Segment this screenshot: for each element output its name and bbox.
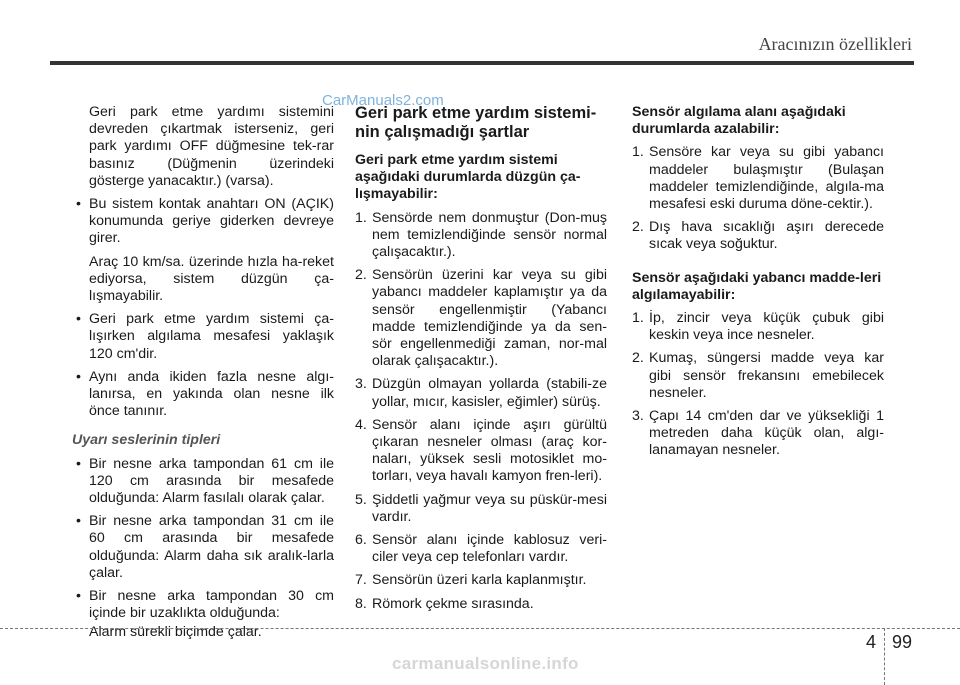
list-item: 1. İp, zincir veya küçük çubuk gibi keskin veya ince nesneler. [632, 310, 884, 344]
paragraph-off-button: Geri park etme yardımı sistemini devreden çıkartmak isterseniz, geri park yardımı OFF düğmesine tek-rar basınız (Düğmenin üzerindeki gösterge yanacaktır.) (varsa). [89, 104, 334, 189]
bullet-item: • Bu sistem kontak anahtarı ON (AÇIK) konumunda geriye giderken devreye girer. [72, 196, 334, 248]
list-item: 6. Sensör alanı içinde kablosuz veri-ciler veya cep telefonları vardır. [355, 532, 607, 566]
list-item: 7. Sensörün üzeri karla kaplanmıştır. [355, 572, 587, 589]
watermark-link[interactable]: CarManuals2.com [322, 92, 444, 109]
column-left [72, 104, 334, 648]
header-title: Aracınızın özellikleri [758, 34, 912, 54]
subheading: Geri park etme yardım sistemi aşağıdaki durumlarda düzgün ça-lışmayabilir: [355, 152, 581, 203]
list-item: 2. Sensörün üzerini kar veya su gibi yabancı maddeler kaplamıştır ya da sensör engellenmiştir (Yabancı madde temizlendiğinde ya da sen-sör engellenmediği zaman, nor-mal olarak çalışacaktır.). [355, 267, 607, 370]
list-item: 3. Düzgün olmayan yollarda (stabili-ze yollar, mıcır, kasisler, eğimler) sürüş. [355, 376, 607, 410]
list-item: 5. Şiddetli yağmur veya su püskür-mesi vardır. [355, 491, 607, 525]
list-item: 2. Dış hava sıcaklığı aşırı derecede sıcak veya soğuktur. [632, 219, 884, 253]
list-item: 2. Kumaş, süngersi madde veya kar gibi sensör frekansını emebilecek nesneler. [632, 350, 884, 401]
subheading: Sensör aşağıdaki yabancı madde-leri algılamayabilir: [632, 269, 882, 303]
chapter-number: 4 [866, 632, 877, 652]
list-item: 1. Sensöre kar veya su gibi yabancı maddeler bulaşmıştır (Bulaşan maddeler temizlendiğinde, algıla-ma mesafesi eski duruma döne-cektir.). [632, 144, 884, 213]
list-item: 4. Sensör alanı içinde aşırı gürültü çıkaran nesneler olması (araç kor-naları, yüksek sesli motosiklet mo-torları, veya havalı kamyon fren-leri). [355, 416, 607, 485]
column-right [632, 104, 884, 466]
numbered-list [355, 210, 607, 613]
footer-divider [884, 628, 885, 685]
paragraph-continuation: Alarm sürekli biçimde çalar. [89, 624, 262, 641]
watermark-footer[interactable]: carmanualsonline.info [392, 654, 579, 673]
numbered-list [632, 144, 884, 253]
bullet-item: • Bir nesne arka tampondan 31 cm ile 60 cm arasında bir mesafede olduğunda: Alarm daha sık aralık-larla çalar. [72, 513, 334, 582]
header-rule [50, 61, 914, 65]
bullet-item: • Bir nesne arka tampondan 61 cm ile 120 cm arasında bir mesafede olduğunda: Alarm fasılalı olarak çalar. [72, 456, 334, 508]
paragraph-continuation: Araç 10 km/sa. üzerinde hızla ha-reket ediyorsa, sistem düzgün ça-lışmayabilir. [89, 253, 334, 305]
list-item: 1. Sensörde nem donmuştur (Don-muş nem temizlendiğinde sensör normal çalışacaktır.). [355, 209, 607, 261]
footer-rule [0, 628, 960, 629]
numbered-list [632, 310, 884, 460]
page-number-value: 99 [892, 632, 913, 652]
section-title: Geri park etme yardım sistemi-nin çalışmadığı şartlar [355, 104, 597, 141]
subheading: Sensör algılama alanı aşağıdaki durumlarda azalabilir: [632, 104, 846, 138]
bullet-item: • Geri park etme yardım sistemi ça-lışırken algılama mesafesi yaklaşık 120 cm'dir. [72, 311, 334, 363]
column-middle [355, 104, 607, 619]
bullet-item: • Aynı anda ikiden fazla nesne algı-lanırsa, en yakında olan nesne ilk önce tanınır. [72, 369, 334, 421]
list-item: 3. Çapı 14 cm'den dar ve yüksekliği 1 metreden daha küçük olan, algı-lanamayan nesneler. [632, 408, 884, 459]
section-heading-warning-types: Uyarı seslerinin tipleri [72, 432, 221, 449]
bullet-item: • Bir nesne arka tampondan 30 cm içinde bir uzaklıkta olduğunda: [72, 588, 334, 622]
list-item: 8. Römork çekme sırasında. [355, 595, 534, 612]
